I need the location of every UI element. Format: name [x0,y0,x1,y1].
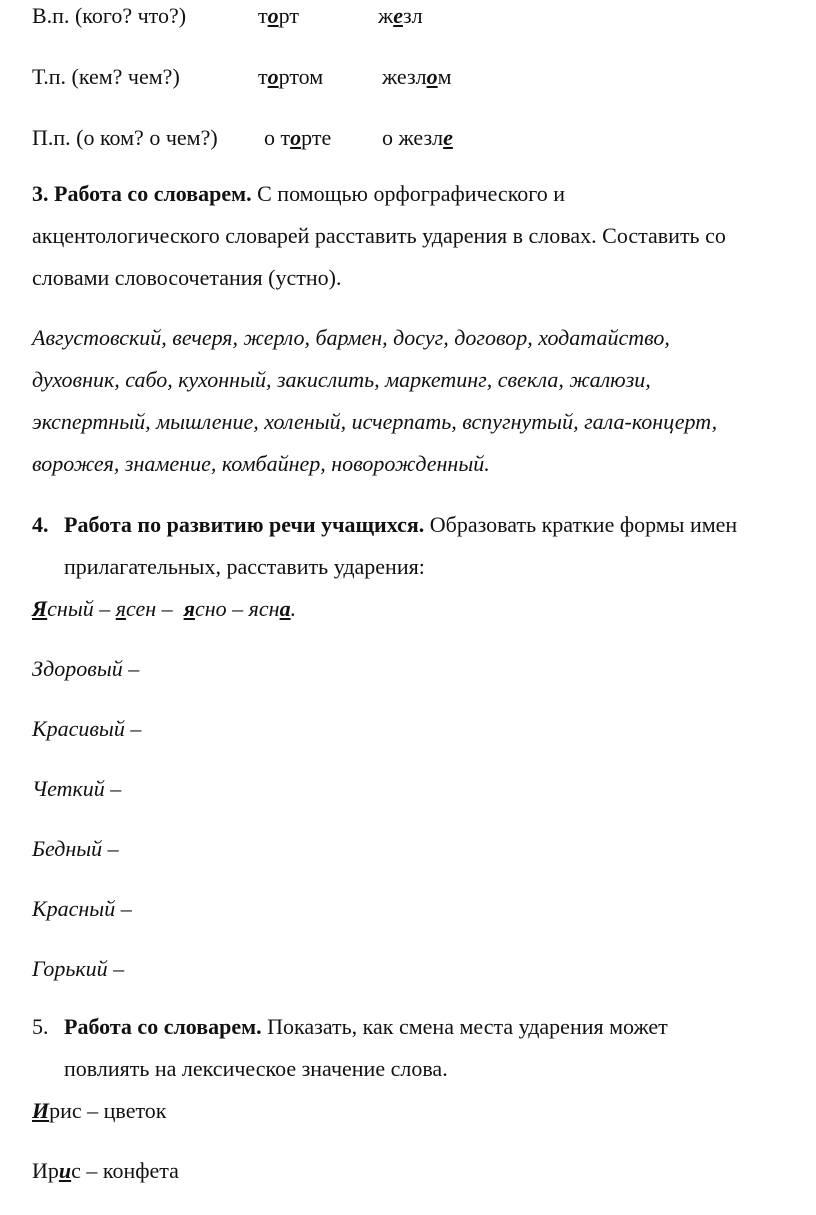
stressed-letter: Я [32,596,48,621]
section5-text-line2: повлиять на лексическое значение слова. [64,1056,448,1081]
stressed-letter: и [58,1158,72,1183]
adjective-item: Здоровый – [32,656,140,681]
case-row-accusative [32,2,186,30]
section4-text: Образовать краткие формы имен [429,512,738,537]
iris-flower-example: Ирис – цветок [32,1098,167,1123]
section5-number: 5. [32,1014,49,1039]
word-list-line: ворожея, знамение, комбайнер, новорожденный. [32,451,490,476]
case-row-prepositional [32,124,218,152]
section4-text-line2: прилагательных, расставить ударения: [64,554,425,579]
adjective-item: Красный – [32,896,132,921]
word-rod-instrumental: жезлом [382,64,452,89]
stressed-letter: о [267,3,279,28]
section4-heading-line [32,511,49,539]
adjective-item: Четкий – [32,776,122,801]
section3-heading-line [32,180,565,208]
word-rod-accusative: жезл [378,3,423,28]
word-list-line: духовник, сабо, кухонный, закислить, маркетинг, свекла, жалюзи, [32,367,651,392]
section4-heading: Работа по развитию речи учащихся. [64,512,425,537]
iris-candy-example: Ирис – конфета [32,1158,179,1183]
adjective-item: Горький – [32,956,125,981]
section4-heading-wrap [64,511,737,539]
stressed-letter: о [290,125,302,150]
stressed-letter: е [443,125,453,150]
word-cake-instrumental: тортом [258,64,324,89]
section5-heading-wrap [64,1013,668,1041]
word-list-line: экспертный, мышление, холеный, исчерпать, вспугнутый, гала-концерт, [32,409,718,434]
stressed-letter: о [267,64,279,89]
example-short-forms: Ясный – ясен – ясно – ясна. [32,596,297,621]
section3-text-line3: словами словосочетания (устно). [32,265,342,290]
stressed-letter: я [183,596,195,621]
word-list-line: Августовский, вечеря, жерло, бармен, досуг, договор, ходатайство, [32,325,670,350]
adjective-item: Красивый – [32,716,142,741]
stressed-letter: я [115,596,126,621]
section3-text-line2: акцентологического словарей расставить ударения в словах. Составить со [32,223,726,248]
stressed-letter: е [393,3,403,28]
section3-heading: 3. Работа со словарем. [32,181,252,206]
word-cake-accusative: торт [258,3,299,28]
stressed-letter: И [32,1098,50,1123]
case-label: В.п. (кого? что?) [32,3,187,28]
section5-heading: Работа со словарем. [64,1014,262,1039]
section3-text: С помощью орфографического и [257,181,566,206]
adjective-item: Бедный – [32,836,119,861]
stressed-letter: о [426,64,438,89]
case-label: П.п. (о ком? о чем?) [32,125,218,150]
section4-number: 4. [32,512,49,537]
stressed-letter: а [279,596,291,621]
case-row-instrumental [32,63,180,91]
word-cake-prepositional: о торте [264,125,332,150]
section5-text: Показать, как смена места ударения может [267,1014,668,1039]
word-rod-prepositional: о жезле [382,125,453,150]
case-label: Т.п. (кем? чем?) [32,64,180,89]
